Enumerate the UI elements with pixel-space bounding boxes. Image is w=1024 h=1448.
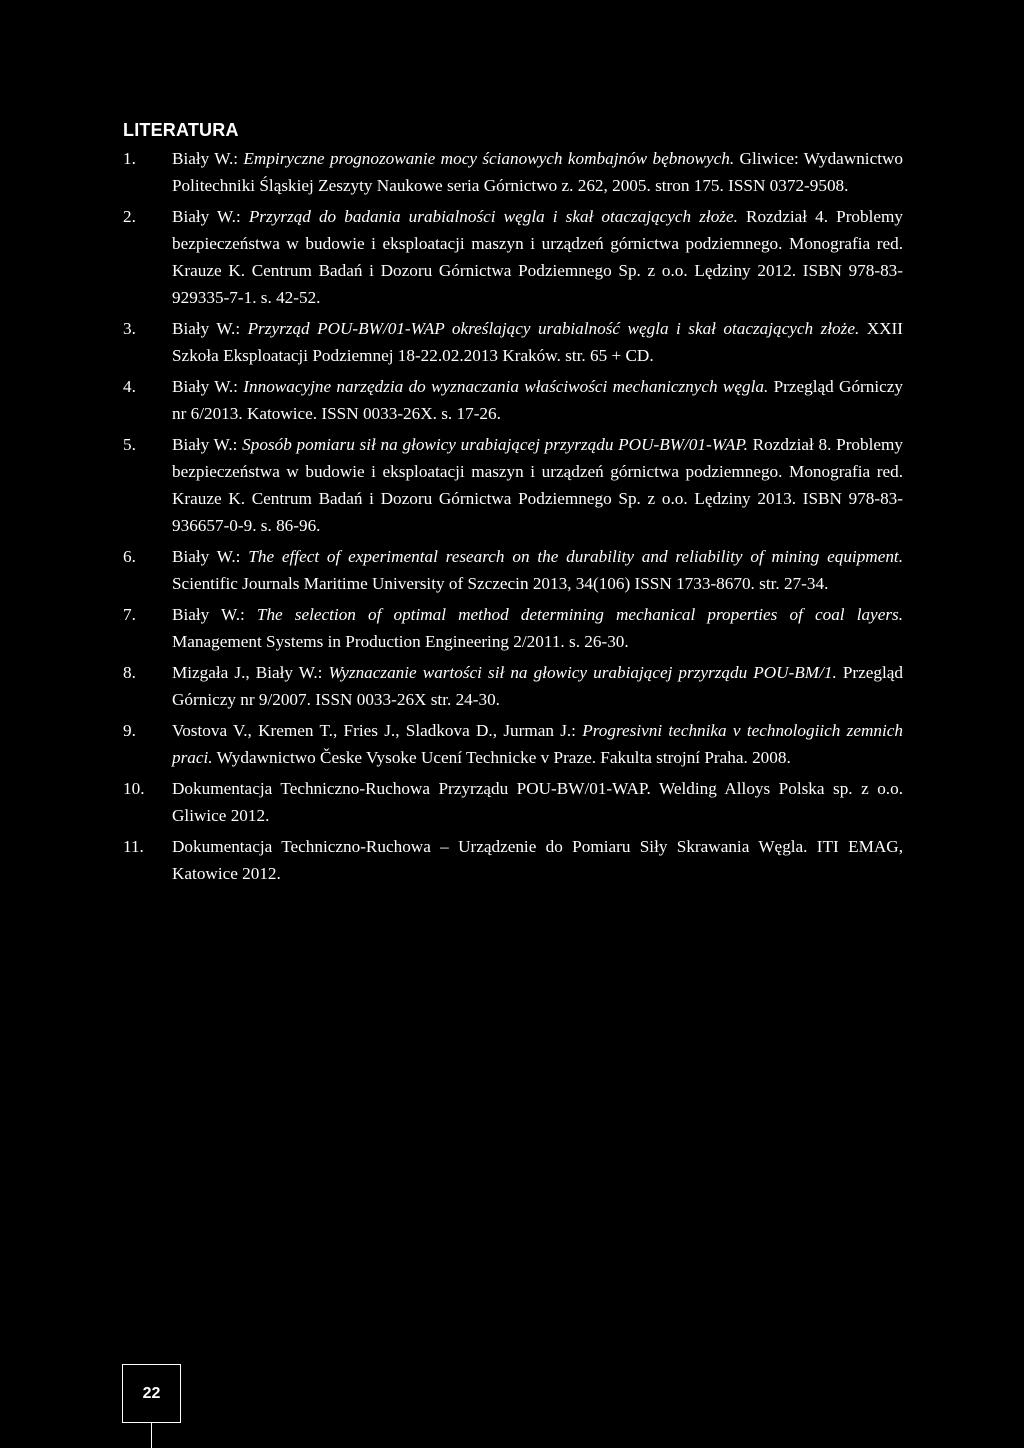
reference-number: 3. [123,319,136,338]
reference-details: Wydawnictwo Česke Vysoke Ucení Technicke v Praze. Fakulta strojní Praha. 2008. [212,748,791,767]
reference-details: Gliwice: Wydawnictwo Politechniki Śląskiej Zeszyty Naukowe seria Górnictwo z. 262, 2005. stron 175. ISSN 0372-9508. [172,149,903,195]
reference-item [123,833,903,887]
reference-item [123,431,903,539]
reference-title: Innowacyjne narzędzia do wyznaczania właściwości mechanicznych węgla. [243,377,769,396]
reference-authors: Biały W.: [172,319,248,338]
reference-number: 2. [123,207,136,226]
reference-item [123,203,903,311]
references-heading: LITERATURA [123,120,239,140]
reference-title: Empiryczne prognozowanie mocy ścianowych kombajnów bębnowych. [243,149,735,168]
page-number: 22 [142,1384,161,1402]
reference-item [123,145,903,199]
reference-authors: Biały W.: [172,149,244,168]
reference-authors: Dokumentacja Techniczno-Ruchowa Przyrządu POU-BW/01-WAP. Welding Alloys Polska sp. z o.o. Gliwice 2012. [172,779,903,825]
reference-details: Rozdział 4. Problemy bezpieczeństwa w budowie i eksploatacji maszyn i urządzeń górnictwa podziemnego. Monografia red. Krauze K. Centrum Badań i Dozoru Górnictwa Podziemnego Sp. z o.o. Lędziny 2012. ISBN 978-83-929335-7-1. s. 42-52. [172,207,903,307]
reference-number: 4. [123,377,136,396]
reference-authors: Biały W.: [172,435,243,454]
reference-item [123,315,903,369]
reference-authors: Biały W.: [172,377,244,396]
reference-title: Przyrząd POU-BW/01-WAP określający urabialność węgla i skał otaczających złoże. [247,319,860,338]
reference-authors: Biały W.: [172,547,249,566]
reference-authors: Biały W.: [172,605,257,624]
reference-number: 11. [123,837,144,856]
reference-authors: Vostova V., Kremen T., Fries J., Sladkova D., Jurman J.: [172,721,583,740]
reference-item [123,601,903,655]
page-number-box [122,1364,181,1423]
references-list [123,145,903,891]
reference-number: 9. [123,721,136,740]
reference-details: XXII Szkoła Eksploatacji Podziemnej 18-22.02.2013 Kraków. str. 65 + CD. [172,319,903,365]
reference-authors: Dokumentacja Techniczno-Ruchowa – Urządzenie do Pomiaru Siły Skrawania Węgla. ITI EMAG, Katowice 2012. [172,837,903,883]
reference-item [123,717,903,771]
reference-number: 10. [123,779,145,798]
reference-title: Sposób pomiaru sił na głowicy urabiającej przyrządu POU-BW/01-WAP. [242,435,748,454]
reference-authors: Biały W.: [172,207,249,226]
reference-item [123,543,903,597]
reference-authors: Mizgała J., Biały W.: [172,663,329,682]
reference-number: 7. [123,605,136,624]
reference-title: The selection of optimal method determining mechanical properties of coal layers. [256,605,903,624]
reference-title: The effect of experimental research on the durability and reliability of mining equipment. [248,547,903,566]
reference-details: Scientific Journals Maritime University of Szczecin 2013, 34(106) ISSN 1733-8670. str. 27-34. [172,574,829,593]
reference-item [123,775,903,829]
reference-title: Przyrząd do badania urabialności węgla i skał otaczających złoże. [248,207,738,226]
page-number-rule [151,1423,152,1448]
reference-details: Przegląd Górniczy nr 6/2013. Katowice. ISSN 0033-26X. s. 17-26. [172,377,903,423]
reference-title: Progresivni technika v technologiich zemnich praci. [172,721,903,767]
reference-number: 8. [123,663,136,682]
reference-title: Wyznaczanie wartości sił na głowicy urabiającej przyrządu POU-BM/1. [328,663,837,682]
reference-number: 5. [123,435,136,454]
reference-details: Przegląd Górniczy nr 9/2007. ISSN 0033-26X str. 24-30. [172,663,903,709]
reference-item [123,373,903,427]
reference-details: Management Systems in Production Engineering 2/2011. s. 26-30. [172,632,629,651]
reference-number: 1. [123,149,136,168]
reference-number: 6. [123,547,136,566]
reference-details: Rozdział 8. Problemy bezpieczeństwa w budowie i eksploatacji maszyn i urządzeń górnictwa podziemnego. Monografia red. Krauze K. Centrum Badań i Dozoru Górnictwa Podziemnego Sp. z o.o. Lędziny 2013. ISBN 978-83-936657-0-9. s. 86-96. [172,435,903,535]
reference-item [123,659,903,713]
